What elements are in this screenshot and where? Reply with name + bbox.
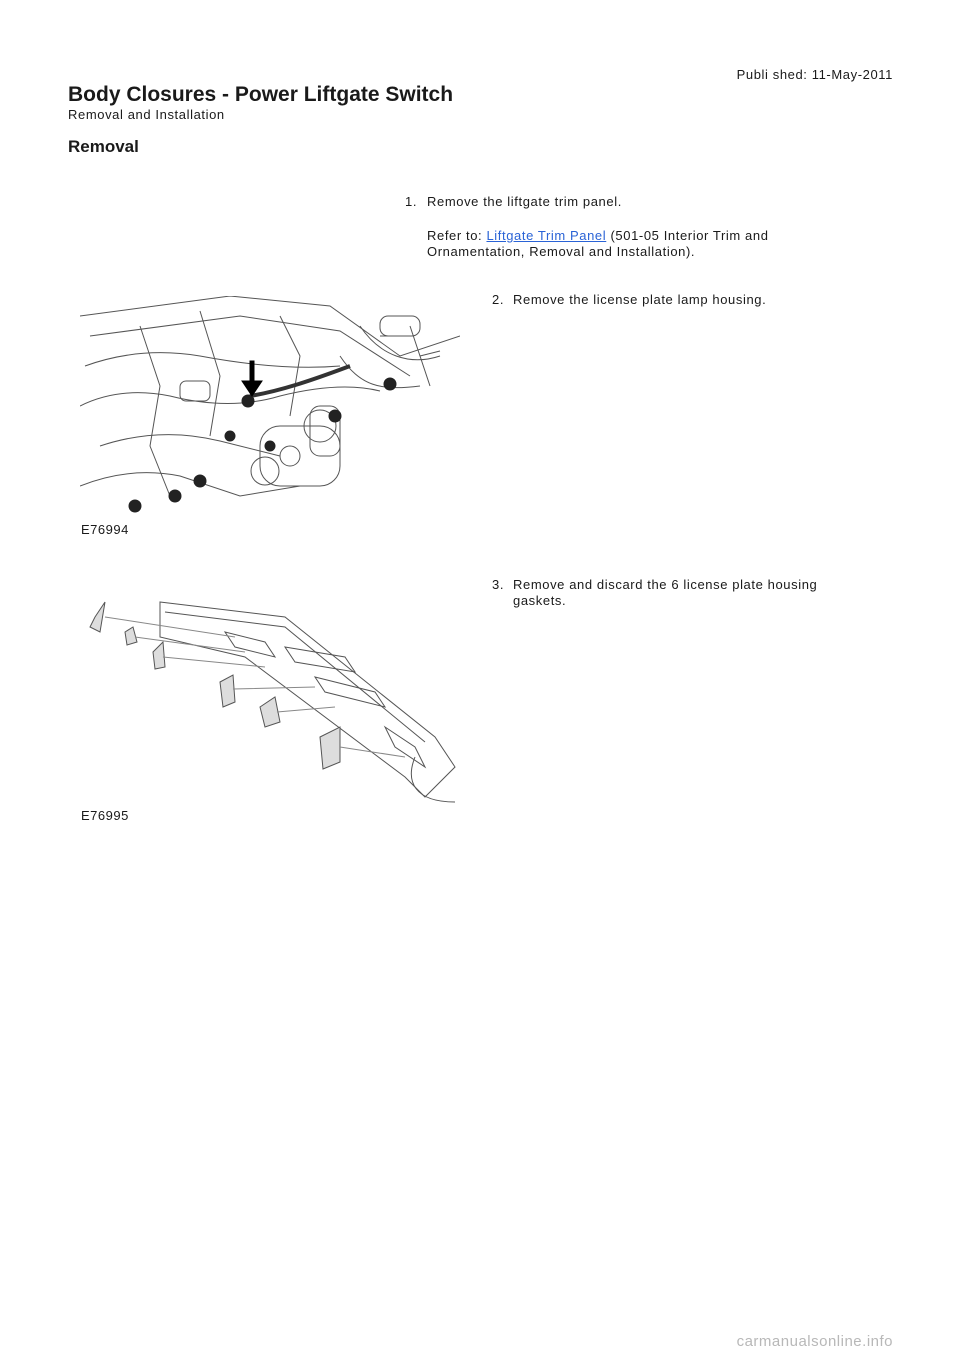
refer-suffix: (501-05 Interior Trim and Ornamentation, Removal and Installation). bbox=[427, 228, 769, 259]
step-1-number: 1. bbox=[405, 194, 418, 209]
step-1-reference bbox=[427, 228, 807, 260]
step-2-text: Remove the license plate lamp housing. bbox=[513, 292, 767, 307]
watermark: carmanualsonline.info bbox=[736, 1333, 893, 1350]
published-date: Publi shed: 11-May-2011 bbox=[736, 67, 893, 82]
figure-e76994-illustration bbox=[80, 296, 460, 541]
refer-prefix: Refer to: bbox=[427, 228, 487, 243]
step-1-text: Remove the liftgate trim panel. bbox=[427, 194, 622, 209]
page-title: Body Closures - Power Liftgate Switch bbox=[68, 83, 454, 106]
figure-e76994-label: E76994 bbox=[81, 522, 129, 537]
page-subtitle: Removal and Installation bbox=[68, 107, 225, 122]
step-2-number: 2. bbox=[492, 292, 505, 307]
figure-e76995-illustration bbox=[85, 597, 460, 807]
section-title: Removal bbox=[68, 137, 139, 156]
step-3-text: Remove and discard the 6 license plate housing gaskets. bbox=[513, 577, 818, 608]
step-3-number: 3. bbox=[492, 577, 505, 592]
liftgate-trim-panel-link[interactable]: Liftgate Trim Panel bbox=[486, 228, 607, 243]
figure-e76995-label: E76995 bbox=[81, 808, 129, 823]
